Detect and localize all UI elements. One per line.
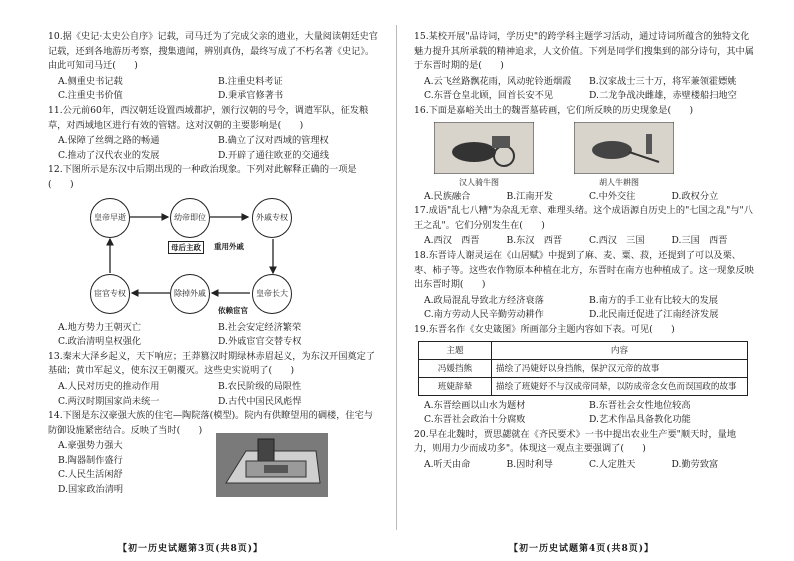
option[interactable]: D.三国 西晋 bbox=[671, 235, 728, 247]
option[interactable]: A.侧重史书记载 bbox=[58, 75, 123, 87]
table-cell: 班婕辞辇 bbox=[419, 377, 492, 395]
painting-themes-table bbox=[418, 341, 748, 396]
option[interactable]: C.两汉时期国家尚未统一 bbox=[58, 395, 160, 407]
option[interactable]: C.注重史书价值 bbox=[58, 90, 123, 102]
question-10-options bbox=[58, 75, 378, 104]
question-17-options bbox=[424, 234, 754, 249]
question-20: 20.早在北魏时，贾思勰就在《齐民要术》一书中提出农业生产要"顺天时，量地力，则用力少而成功多"。体现这一观点主要强调了( ) bbox=[414, 428, 737, 455]
question-15: 15.某校开展"品诗词，学历史"的跨学科主题学习活动，通过诗词所蕴含的独特文化魅力提升其所承载的精神追求，人文价值。下列是同学们搜集到的部分诗句，其中属于东晋时期的是( ) bbox=[414, 31, 754, 72]
option[interactable]: D.北民南迁促进了江南经济发展 bbox=[589, 309, 719, 321]
question-14-options bbox=[58, 439, 208, 497]
question-12: 12.下图所示是东汉中后期出现的一种政治现象。下列对此解释正确的一项是( ) bbox=[48, 164, 357, 190]
question-18-options bbox=[424, 294, 754, 323]
question-16-options bbox=[424, 190, 754, 205]
option[interactable]: A.东晋绘画以山水为题材 bbox=[424, 399, 526, 411]
question-13: 13.秦末大泽乡起义，天下响应；王莽篡汉时期绿林赤眉起义，为东汉开国奠定了基础；黄巾军起义，使东汉王朝覆灭。这些史实说明了( ) bbox=[48, 350, 375, 377]
option[interactable]: A.地方势力王朝灭亡 bbox=[58, 321, 142, 333]
table-cell: 描绘了班婕妤不与汉成帝同辇，以防成帝念女色而误国政的故事 bbox=[492, 377, 748, 395]
option[interactable]: D.外戚宦官交替专权 bbox=[218, 336, 302, 348]
option[interactable]: B.东汉 西晋 bbox=[506, 235, 563, 247]
page-footer: 【初一历史试题第3页(共8页)】 bbox=[118, 544, 264, 554]
left-page bbox=[48, 30, 378, 554]
option[interactable]: D.政权分立 bbox=[671, 190, 719, 202]
option[interactable]: A.政局混乱导致北方经济衰落 bbox=[424, 294, 544, 306]
table-row bbox=[419, 359, 748, 377]
option[interactable]: B.陶器制作盛行 bbox=[58, 454, 123, 466]
option[interactable]: B.汉家战士三十万，将军兼领霍嫖姚 bbox=[589, 75, 737, 87]
option[interactable]: B.确立了汉对西域的管理权 bbox=[218, 135, 329, 147]
option[interactable]: A.豪强势力强大 bbox=[58, 440, 123, 452]
tag-empress-regency: 母后主政 bbox=[168, 241, 204, 254]
option[interactable]: B.因时利导 bbox=[506, 458, 553, 470]
option[interactable]: A.保障了丝绸之路的畅通 bbox=[58, 135, 160, 147]
question-10: 10.据《史记·太史公自序》记载，司马迁为了完成父亲的遗业，大量阅读朝廷史官记载，还到各地游历考察，搜集遗闻，辨别真伪，最终写成了不朽名著《史记》。由此可知司马迁( ) bbox=[48, 31, 378, 72]
table-cell: 冯媛挡熊 bbox=[419, 359, 492, 377]
option[interactable]: D.勤劳致富 bbox=[671, 458, 719, 470]
option[interactable]: B.农民阶级的局限性 bbox=[218, 380, 302, 392]
cycle-diagram bbox=[88, 197, 338, 317]
question-19-options bbox=[424, 399, 754, 428]
option[interactable]: A.听天由命 bbox=[424, 458, 471, 470]
option[interactable]: A.西汉 西晋 bbox=[424, 235, 480, 247]
option[interactable]: A.云飞丝路飘花雨，风动驼铃逝烟霞 bbox=[424, 75, 572, 87]
brick-painting-right bbox=[574, 122, 674, 174]
option[interactable]: A.人民对历史的推动作用 bbox=[58, 380, 160, 392]
option[interactable]: D.秉承官修著书 bbox=[218, 90, 284, 102]
question-19: 19.东晋名作《女史箴图》所画部分主题内容如下表。可见( ) bbox=[414, 323, 675, 335]
question-11-options bbox=[58, 134, 378, 163]
option[interactable]: C.西汉 三国 bbox=[589, 235, 645, 247]
option[interactable]: A.民族融合 bbox=[424, 190, 471, 202]
table-header: 主题 bbox=[419, 341, 492, 359]
option[interactable]: C.东晋社会政治十分腐败 bbox=[424, 414, 526, 426]
option[interactable]: B.东晋社会女性地位较高 bbox=[589, 399, 691, 411]
option[interactable]: C.南方劳动人民辛勤劳动耕作 bbox=[424, 309, 544, 321]
node-child-emperor: 幼帝即位 bbox=[170, 198, 210, 238]
brick-paintings bbox=[414, 120, 754, 190]
question-18: 18.东晋诗人谢灵运在《山居赋》中提到了麻、麦、粟、菽，还提到了可以及栗、枣、柿子等。这些农作物原本种植在北方，东晋时在南方也种植成了。这一现象反映出东晋时期( ) bbox=[414, 249, 754, 291]
question-13-options bbox=[58, 380, 378, 409]
table-cell: 描绘了冯婕妤以身挡熊，保护汉元帝的故事 bbox=[492, 359, 748, 377]
pottery-courtyard-photo bbox=[216, 433, 328, 497]
option[interactable]: C.人民生活闲舒 bbox=[58, 469, 123, 481]
option[interactable]: C.东晋仓皇北顾，回首长安不见 bbox=[424, 90, 554, 102]
caption-right: 胡人牛耕图 bbox=[599, 177, 639, 187]
option[interactable]: C.人定胜天 bbox=[589, 458, 636, 470]
page-footer: 【初一历史试题第4页(共8页)】 bbox=[509, 544, 655, 554]
table-row bbox=[419, 377, 748, 395]
node-emperor-early-death: 皇帝早逝 bbox=[90, 198, 130, 238]
option[interactable]: C.推动了汉代农业的发展 bbox=[58, 149, 160, 161]
option[interactable]: B.注重史料考证 bbox=[218, 75, 283, 87]
question-14-block bbox=[48, 439, 378, 501]
option[interactable]: B.社会安定经济繁荣 bbox=[218, 321, 302, 333]
question-16: 16.下面是嘉峪关出土的魏晋墓砖画，它们所反映的历史现象是( ) bbox=[414, 104, 694, 116]
question-14: 14.下图是东汉豪强大族的住宅—陶院落(模型)。院内有供瞭望用的碉楼，住宅与防御设施紧密结合。反映了当时( ) bbox=[48, 410, 373, 436]
option[interactable]: C.中外交往 bbox=[589, 190, 636, 202]
option[interactable]: C.政治清明皇权强化 bbox=[58, 336, 142, 348]
option[interactable]: B.南方的手工业有比较大的发展 bbox=[589, 294, 719, 306]
option[interactable]: D.古代中国民风彪悍 bbox=[218, 395, 302, 407]
question-15-options bbox=[424, 75, 754, 104]
node-remove-consort: 除掉外戚 bbox=[170, 274, 210, 314]
question-20-options bbox=[424, 458, 754, 473]
option[interactable]: D.艺术作品具备教化功能 bbox=[589, 414, 691, 426]
node-emperor-grown: 皇帝长大 bbox=[252, 274, 292, 314]
option[interactable]: D.开辟了通往欧亚的交通线 bbox=[218, 149, 330, 161]
tag-rely-eunuch: 依赖宦官 bbox=[218, 305, 248, 315]
question-11: 11.公元前60年，西汉朝廷设置西域都护，颁行汉朝的号令，调遣军队，征发粮草，对西域地区进行有效的管辖。这对汉朝的主要影响是( ) bbox=[48, 104, 369, 131]
table-header: 内容 bbox=[492, 341, 748, 359]
option[interactable]: B.江南开发 bbox=[506, 190, 553, 202]
option[interactable]: D.二龙争战决雌雄，赤壁楼船扫地空 bbox=[589, 90, 737, 102]
question-17: 17.成语"乱七八糟"为杂乱无章、难理头绪。这个成语源自历史上的"七国之乱"与"八王之乱"。它们分别发生在( ) bbox=[414, 205, 753, 231]
right-page bbox=[414, 30, 754, 554]
option[interactable]: D.国家政治清明 bbox=[58, 484, 124, 496]
caption-left: 汉人骑牛图 bbox=[459, 177, 499, 187]
node-eunuch-rule: 宦官专权 bbox=[90, 274, 130, 314]
column-divider bbox=[396, 25, 397, 530]
brick-painting-left bbox=[434, 122, 534, 174]
tag-rely-consort: 重用外戚 bbox=[214, 241, 244, 251]
node-consort-rule: 外戚专权 bbox=[252, 198, 292, 238]
question-12-options bbox=[58, 321, 378, 350]
